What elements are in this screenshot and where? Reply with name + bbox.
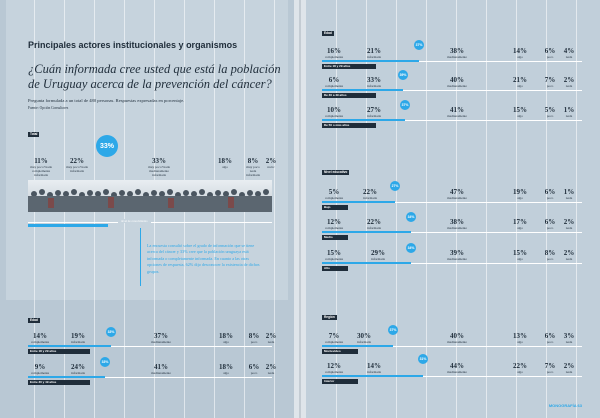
row-highlight: [322, 231, 411, 233]
row-caption: Interior: [322, 379, 358, 384]
row-highlight: [322, 262, 411, 264]
row-highlight: [322, 345, 393, 347]
row-caption: Entre 18 y 29 años: [28, 349, 90, 354]
total-tag: Total: [30, 132, 38, 136]
row-value: 22% informada: [363, 188, 377, 200]
total-item: 22% muy poco+nada informada: [66, 157, 88, 173]
row-highlight: [28, 376, 105, 378]
row-highlight: [322, 201, 395, 203]
row-value: 6% poco: [248, 363, 260, 375]
row-value: 2% nada: [563, 249, 575, 261]
row-value: 8% poco: [248, 332, 260, 344]
row-value: 40% medianamente: [447, 76, 467, 88]
group-tag: Nivel educativo: [324, 170, 348, 174]
row-value: 38% medianamente: [447, 47, 467, 59]
row-value: 41% medianamente: [151, 363, 171, 375]
row-value: 18% algo: [219, 363, 233, 375]
row-value: 1% nada: [563, 106, 575, 118]
row-value: 47% medianamente: [447, 188, 467, 200]
row-value: 5% poco: [544, 106, 556, 118]
total-item: 2% ns/nc: [265, 157, 277, 169]
row-value: 17% algo: [513, 218, 527, 230]
grid-line: [396, 0, 397, 418]
callout-note: La encuesta consultó sobre el grado de información que se tiene acerca del cáncer y 33% cree que la población uruguaya está informada o completamente informada. En cuanto a las otras opciones de respuesta, 62% dijo desconocer la existencia de dichos grupos.: [147, 243, 260, 274]
row-value: 37% medianamente: [151, 332, 171, 344]
total-item: 11% muy poco+nada complemente informada: [30, 157, 52, 177]
row-value: 30% informada: [357, 332, 371, 344]
row-value: 14% complemente: [30, 332, 50, 344]
total-item: 18% algo: [218, 157, 232, 169]
row-highlight: [28, 345, 111, 347]
row-caption: Alto: [322, 266, 348, 271]
row-value: 15% complemente: [324, 249, 344, 261]
page-footer: MONOGRAFÍA 63: [548, 403, 582, 408]
crowd-illustration: [28, 180, 272, 212]
row-value: 8% poco: [544, 249, 556, 261]
row-bubble: 34%: [406, 212, 416, 222]
row-value: 13% algo: [513, 332, 527, 344]
highlight-bubble: 33%: [96, 135, 118, 157]
group-tag: Región: [324, 315, 335, 319]
row-value: 7% poco: [544, 76, 556, 88]
row-value: 22% algo: [513, 362, 527, 374]
row-value: 2% nada: [563, 218, 575, 230]
row-value: 7% poco: [544, 362, 556, 374]
grid-line: [486, 0, 487, 418]
axis-label: nivel de conocimiento: [118, 219, 151, 223]
grid-line: [366, 0, 367, 418]
grid-line: [516, 0, 517, 418]
row-value: 1% nada: [563, 188, 575, 200]
row-value: 38% medianamente: [447, 218, 467, 230]
left-page: [0, 0, 294, 418]
total-item: 8% muy poco nada informada: [246, 157, 260, 177]
row-value: 7% complemente: [324, 332, 344, 344]
row-value: 14% informada: [367, 362, 381, 374]
row-caption: De 30 a 49 años: [322, 93, 376, 98]
row-value: 6% poco: [544, 218, 556, 230]
page-gutter: [294, 0, 306, 418]
row-highlight: [322, 375, 423, 377]
row-bubble: 31%: [418, 354, 428, 364]
row-value: 39% medianamente: [447, 249, 467, 261]
grid-line: [546, 0, 547, 418]
row-caption: Entre 30 y 49 años: [28, 380, 90, 385]
row-caption: Bajo: [322, 205, 348, 210]
row-value: 15% algo: [513, 106, 527, 118]
source-note: Fuente: Opción Consultores: [28, 106, 69, 110]
row-value: 2% nada: [265, 363, 277, 375]
row-value: 27% informada: [367, 106, 381, 118]
row-value: 24% informada: [71, 363, 85, 375]
group-tag: Edad: [324, 31, 332, 35]
row-value: 33% informada: [367, 76, 381, 88]
row-bubble: 33%: [100, 357, 110, 367]
row-caption: De 50 o más años: [322, 123, 376, 128]
row-value: 21% algo: [513, 76, 527, 88]
row-value: 5% complemente: [324, 188, 344, 200]
row-value: 41% medianamente: [447, 106, 467, 118]
row-value: 18% algo: [219, 332, 233, 344]
row-highlight: [322, 89, 403, 91]
page-title: ¿Cuán informada cree usted que está la población de Uruguay acerca de la prevención del cáncer?: [28, 62, 281, 91]
row-value: 2% nada: [563, 362, 575, 374]
row-value: 19% informada: [71, 332, 85, 344]
right-page: [306, 0, 600, 418]
row-value: 6% poco: [544, 188, 556, 200]
row-bubble: 39%: [398, 70, 408, 80]
grid-line: [456, 0, 457, 418]
row-highlight: [322, 119, 405, 121]
row-value: 44% medianamente: [447, 362, 467, 374]
row-value: 6% poco: [544, 47, 556, 59]
row-value: 12% complemente: [324, 218, 344, 230]
highlight-bar: [28, 224, 108, 227]
section-kicker: Principales actores institucionales y organismos: [28, 40, 238, 50]
callout-line: [140, 228, 141, 286]
row-value: 2% nada: [563, 76, 575, 88]
row-value: 6% complemente: [324, 76, 344, 88]
row-value: 40% medianamente: [447, 332, 467, 344]
right-panel: [306, 0, 600, 418]
row-value: 10% complemente: [324, 106, 344, 118]
row-value: 15% algo: [513, 249, 527, 261]
row-value: 21% informada: [367, 47, 381, 59]
grid-line: [576, 0, 577, 418]
total-item: 33% muy poco+nada medianamente informada: [148, 157, 170, 177]
row-value: 4% nada: [563, 47, 575, 59]
row-value: 2% nada: [265, 332, 277, 344]
row-value: 12% complemente: [324, 362, 344, 374]
row-value: 22% informada: [367, 218, 381, 230]
row-highlight: [322, 60, 419, 62]
row-value: 19% algo: [513, 188, 527, 200]
row-value: 14% algo: [513, 47, 527, 59]
row-value: 16% complemente: [324, 47, 344, 59]
row-bubble: 37%: [400, 100, 410, 110]
row-value: 6% poco: [544, 332, 556, 344]
row-value: 9% complemente: [30, 363, 50, 375]
page-subtitle: Pregunta formulada a un total de 480 personas. Respuestas expresadas en porcentaje.: [28, 98, 185, 103]
row-bubble: 34%: [406, 243, 416, 253]
row-caption: Montevideo: [322, 349, 358, 354]
crowd-photo: [28, 180, 272, 212]
row-value: 29% informada: [371, 249, 385, 261]
row-bubble: 27%: [390, 181, 400, 191]
row-caption: Medio: [322, 235, 348, 240]
row-bubble: 37%: [388, 325, 398, 335]
group-tag: Edad: [30, 318, 38, 322]
row-caption: Entre 18 y 29 años: [322, 64, 376, 69]
row-bubble: 37%: [414, 40, 424, 50]
row-bubble: 33%: [106, 327, 116, 337]
row-value: 3% nada: [563, 332, 575, 344]
